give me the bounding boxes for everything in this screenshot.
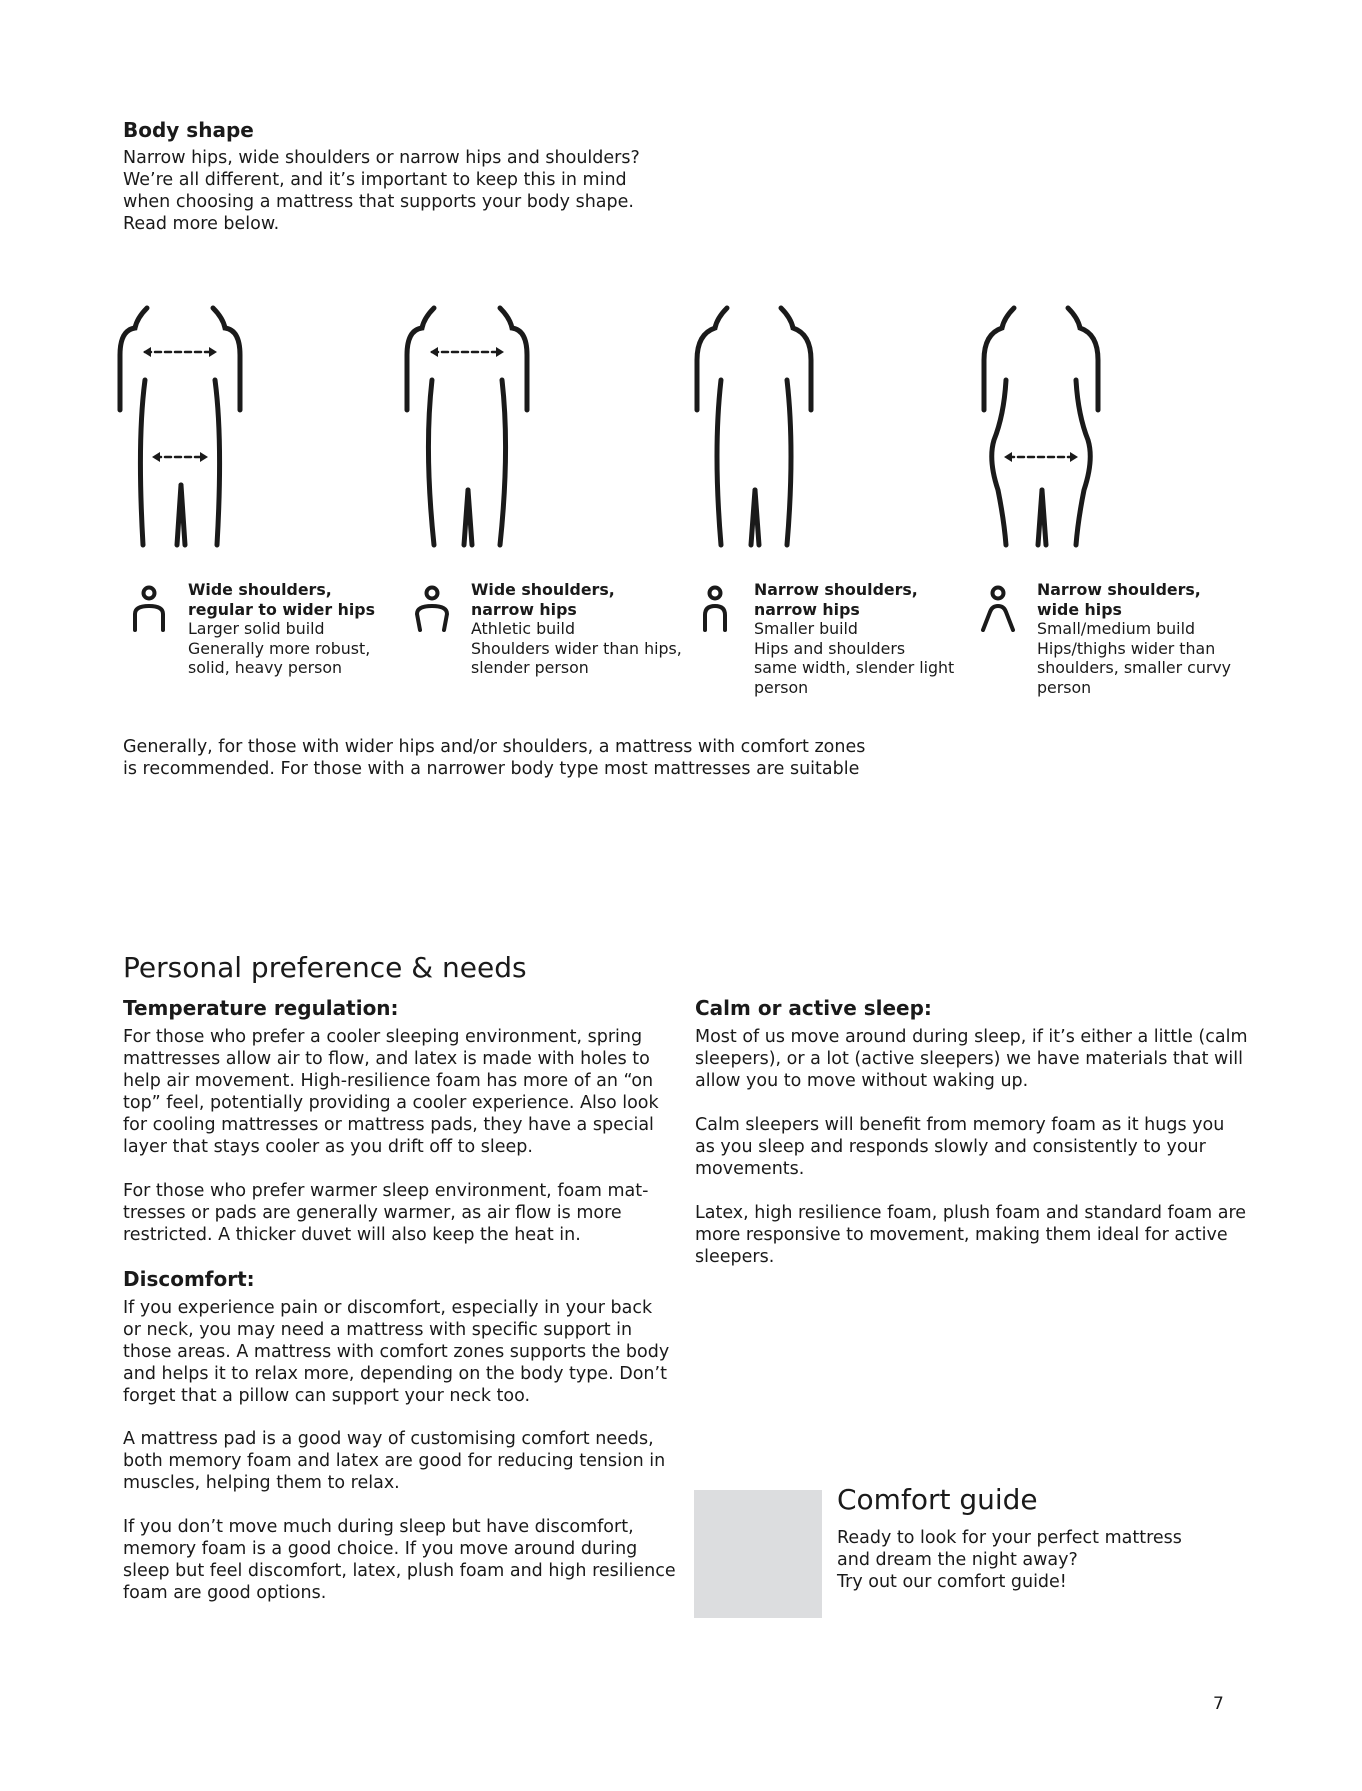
- page-number: 7: [1213, 1694, 1224, 1714]
- figure-narrow-shoulders-narrow-hips: [689, 300, 859, 550]
- sleep-paragraph-1: Most of us move around during sleep, if it’s either a little (calm sleepers), or a lot (active sleepers) we have materials that will allow you to move without waking up.: [695, 1027, 1248, 1091]
- shape-title: Narrow shoulders, narrow hips: [754, 580, 918, 619]
- person-slender-icon: [697, 584, 733, 632]
- shape-description: Larger solid build Generally more robust, solid, heavy person: [188, 619, 371, 677]
- temperature-paragraph-1: For those who prefer a cooler sleeping environment, spring mattresses allow air to flow, and latex is made with holes to help air movement. High-resilience foam has more of an “on top” feel, potentially providing a cooler experience. Also look for cooling mattresses or mattress pads, they have a special layer that stays cooler as you drift off to sleep.: [123, 1027, 659, 1157]
- shape-title: Wide shoulders, narrow hips: [471, 580, 615, 619]
- comfort-guide-title: Comfort guide: [837, 1483, 1038, 1516]
- sleep-heading: Calm or active sleep:: [695, 996, 932, 1020]
- comfort-guide-text: Ready to look for your perfect mattress and dream the night away? Try out our comfort guide!: [837, 1528, 1182, 1592]
- figure-narrow-shoulders-wide-hips: [976, 300, 1146, 550]
- body-shape-intro: Narrow hips, wide shoulders or narrow hips and shoulders? We’re all different, and it’s important to keep this in mind when choosing a mattress that supports your body shape. Read more below.: [123, 148, 640, 234]
- shape-title: Narrow shoulders, wide hips: [1037, 580, 1201, 619]
- shape-title: Wide shoulders, regular to wider hips: [188, 580, 376, 619]
- sleep-paragraph-2: Calm sleepers will benefit from memory foam as it hugs you as you sleep and responds slowly and consistently to your movements.: [695, 1115, 1225, 1179]
- body-shape-heading: Body shape: [123, 118, 254, 142]
- body-shape-note: Generally, for those with wider hips and/or shoulders, a mattress with comfort zones is recommended. For those with a narrower body type most mattresses are suitable: [123, 737, 866, 779]
- temperature-heading: Temperature regulation:: [123, 996, 399, 1020]
- temperature-paragraph-2: For those who prefer warmer sleep environment, foam mat- tresses or pads are generally warmer, as air flow is more restricted. A thicker duvet will also keep the heat in.: [123, 1181, 649, 1245]
- section-title-preferences: Personal preference & needs: [123, 951, 527, 984]
- figure-wide-shoulders-narrow-hips: [402, 300, 572, 550]
- person-curvy-icon: [980, 584, 1016, 632]
- shape-description: Small/medium build Hips/thighs wider than shoulders, smaller curvy person: [1037, 619, 1232, 697]
- figure-wide-shoulders-wide-hips: [115, 300, 285, 550]
- discomfort-paragraph-3: If you don’t move much during sleep but have discomfort, memory foam is a good choice. If you move around during sleep but feel discomfort, latex, plush foam and high resilience foam are good options.: [123, 1517, 676, 1603]
- sleep-paragraph-3: Latex, high resilience foam, plush foam and standard foam are more responsive to movement, making them ideal for active sleepers.: [695, 1203, 1247, 1267]
- shape-description: Athletic build Shoulders wider than hips, slender person: [471, 619, 682, 677]
- shape-description: Smaller build Hips and shoulders same width, slender light person: [754, 619, 955, 697]
- person-wide-icon: [131, 584, 167, 632]
- person-athletic-icon: [414, 584, 450, 632]
- comfort-guide-image-placeholder[interactable]: [694, 1490, 822, 1618]
- discomfort-paragraph-1: If you experience pain or discomfort, especially in your back or neck, you may need a mattress with specific support in those areas. A mattress with comfort zones supports the body and helps it to relax more, depending on the body type. Don’t forget that a pillow can support your neck too.: [123, 1298, 670, 1406]
- discomfort-paragraph-2: A mattress pad is a good way of customising comfort needs, both memory foam and latex are good for reducing tension in muscles, helping them to relax.: [123, 1429, 666, 1493]
- discomfort-heading: Discomfort:: [123, 1267, 255, 1291]
